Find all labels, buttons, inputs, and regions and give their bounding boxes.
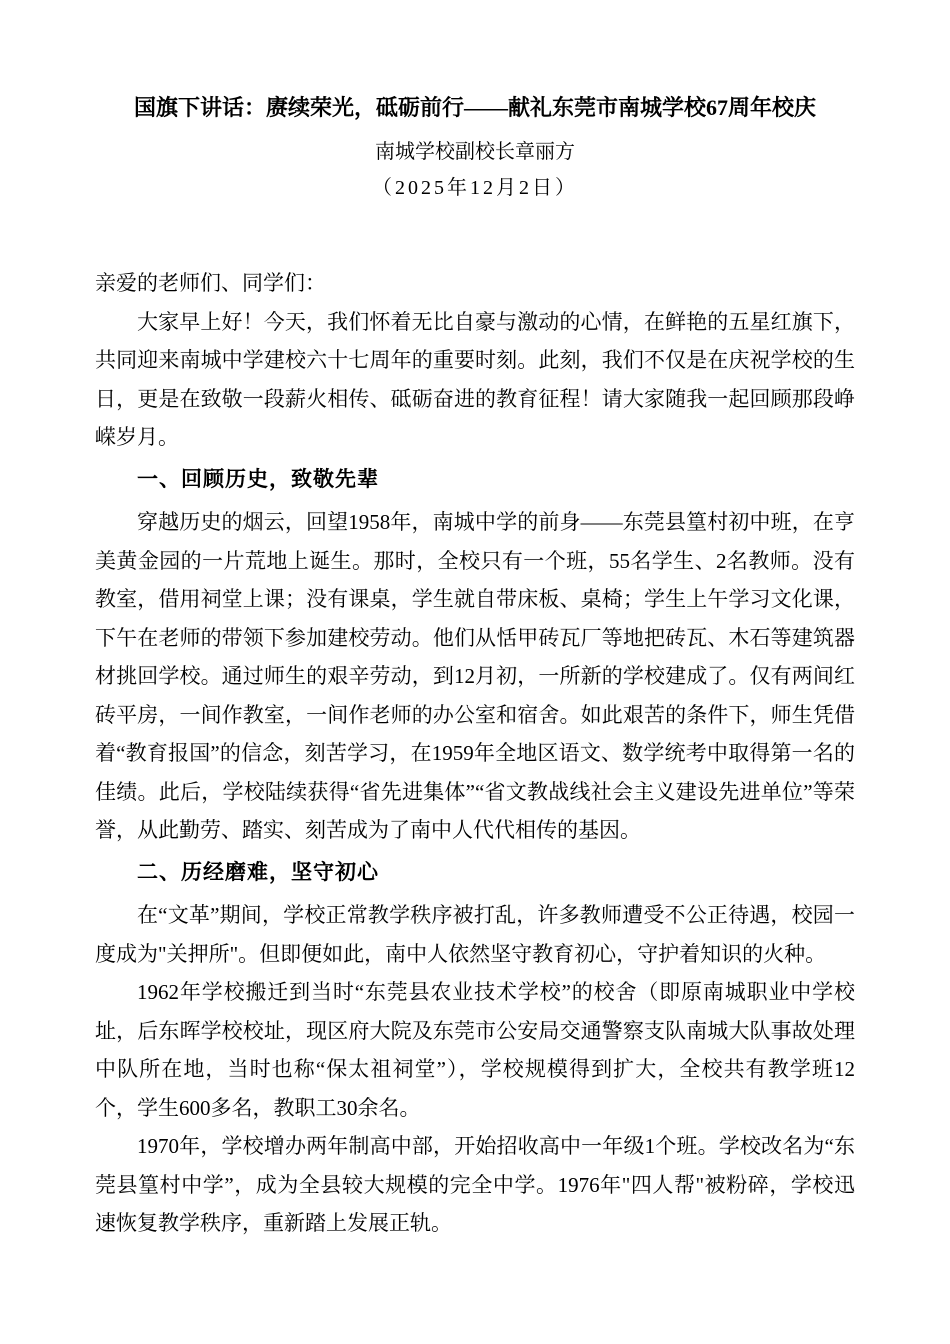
paragraph-hardship: 在“文革”期间，学校正常教学秩序被打乱，许多教师遭受不公正待遇，校园一度成为"关押所"。但即便如此，南中人依然坚守教育初心，守护着知识的火种。 (95, 903, 855, 966)
section-heading-1: 一、回顾历史，致敬先辈 (137, 467, 379, 491)
paragraph-expansion: 1970年，学校增办两年制高中部，开始招收高中一年级1个班。学校改名为“东莞县篁村中学”，成为全县较大规模的完全中学。1976年"四人帮"被粉碎，学校迅速恢复教学秩序，重新踏上发展正轨。 (95, 1134, 855, 1235)
date-line: （2025年12月2日） (372, 177, 578, 199)
document-title: 国旗下讲话：赓续荣光，砥砺前行——献礼东莞市南城学校67周年校庆 (133, 95, 816, 120)
document-body (95, 264, 855, 1243)
salutation-line: 亲爱的老师们、同学们： (95, 271, 326, 295)
paragraph-relocation: 1962年学校搬迁到当时“东莞县农业技术学校”的校舍（即原南城职业中学校址，后东晖学校校址，现区府大院及东莞市公安局交通警察支队南城大队事故处理中队所在地，当时也称“保太祖祠堂”），学校规模得到扩大，全校共有教学班12个，学生600多名，教职工30余名。 (95, 980, 855, 1120)
paragraph-intro: 大家早上好！今天，我们怀着无比自豪与激动的心情，在鲜艳的五星红旗下，共同迎来南城中学建校六十七周年的重要时刻。此刻，我们不仅是在庆祝学校的生日，更是在致敬一段薪火相传、砥砺奋进的教育征程！请大家随我一起回顾那段峥嵘岁月。 (95, 309, 855, 449)
paragraph-history: 穿越历史的烟云，回望1958年，南城中学的前身——东莞县篁村初中班，在亨美黄金园的一片荒地上诞生。那时，全校只有一个班，55名学生、2名教师。没有教室，借用祠堂上课；没有课桌，学生就自带床板、桌椅；学生上午学习文化课，下午在老师的带领下参加建校劳动。他们从恬甲砖瓦厂等地把砖瓦、木石等建筑器材挑回学校。通过师生的艰辛劳动，到12月初，一所新的学校建成了。仅有两间红砖平房，一间作教室，一间作老师的办公室和宿舍。如此艰苦的条件下，师生凭借着“教育报国”的信念，刻苦学习，在1959年全地区语文、数学统考中取得第一名的佳绩。此后，学校陆续获得“省先进集体”“省文教战线社会主义建设先进单位”等荣誉，从此勤劳、踏实、刻苦成为了南中人代代相传的基因。 (95, 510, 855, 842)
author-line: 南城学校副校长章丽方 (375, 141, 575, 163)
section-heading-2: 二、历经磨难，坚守初心 (137, 860, 379, 884)
